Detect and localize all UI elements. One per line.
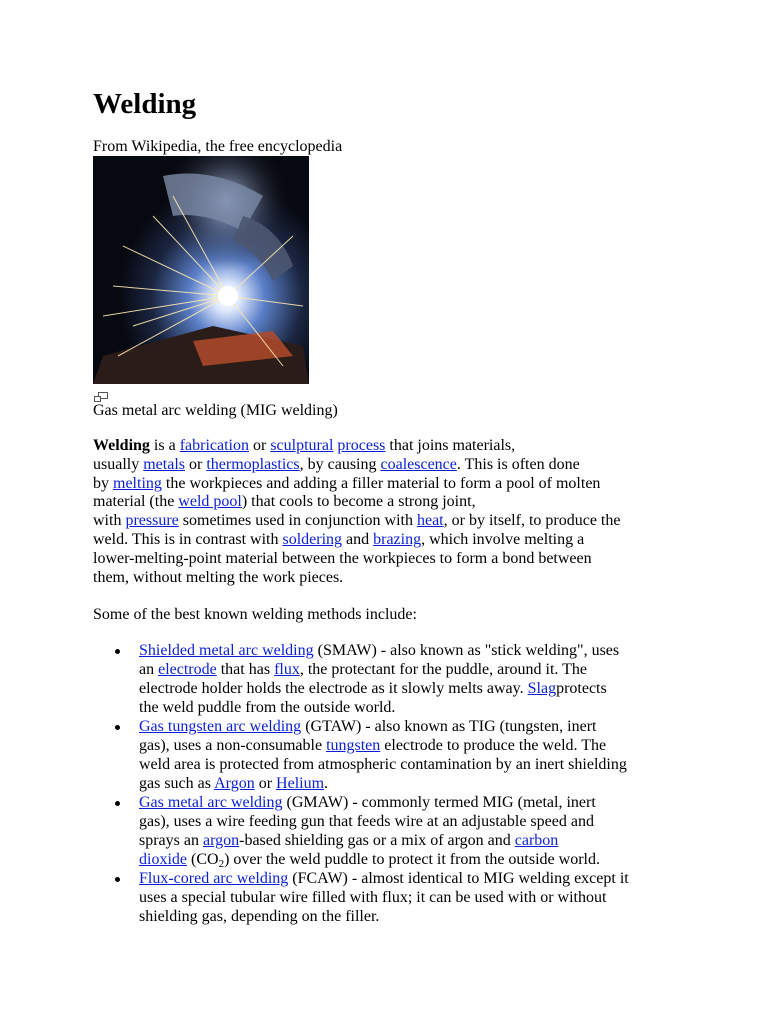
- text: or: [248, 437, 271, 454]
- text: (CO: [187, 851, 219, 868]
- link-coalescence[interactable]: coalescence: [380, 455, 457, 473]
- bullet-icon: [115, 801, 120, 806]
- text: electrode holder holds the electrode as it slowly melts away.: [139, 680, 528, 697]
- text: gas such as: [139, 775, 215, 792]
- text: gas), uses a non-consumable: [139, 737, 327, 754]
- link-carbon-dioxide-cont[interactable]: dioxide: [139, 851, 187, 868]
- text: , or by itself, to produce the: [443, 512, 621, 530]
- page-title: Welding: [93, 88, 197, 120]
- link-fabrication[interactable]: fabrication: [179, 437, 249, 454]
- link-melting[interactable]: melting: [113, 474, 162, 492]
- text: usually: [93, 455, 144, 473]
- text: (GTAW) - also known as TIG (tungsten, inert: [301, 718, 597, 735]
- intro-line: lower-melting-point material between the workpieces to form a bond between: [93, 549, 592, 567]
- link-process[interactable]: process: [337, 437, 386, 454]
- text: , by causing: [299, 455, 381, 473]
- list-item: [93, 641, 693, 717]
- text: weld area is protected from atmospheric contamination by an inert shielding: [139, 756, 627, 773]
- link-gtaw[interactable]: Gas tungsten arc welding: [139, 718, 302, 735]
- link-pressure[interactable]: pressure: [125, 512, 179, 530]
- intro-line: them, without melting the work pieces.: [93, 568, 344, 586]
- text: the weld puddle from the outside world.: [139, 699, 396, 716]
- text: protects: [556, 680, 607, 697]
- text: is a: [149, 437, 180, 454]
- text: that joins materials,: [385, 437, 516, 454]
- link-weld-pool[interactable]: weld pool: [178, 493, 242, 511]
- page-subtitle: From Wikipedia, the free encyclopedia: [93, 138, 343, 155]
- link-gmaw[interactable]: Gas metal arc welding: [139, 794, 283, 811]
- link-argon[interactable]: Argon: [214, 775, 255, 792]
- link-helium[interactable]: Helium: [276, 775, 325, 792]
- text: or: [184, 455, 207, 473]
- welding-photo[interactable]: [93, 156, 309, 384]
- text: , which involve melting a: [421, 530, 585, 548]
- text: electrode to produce the weld. The: [380, 737, 607, 754]
- link-slag[interactable]: Slag: [527, 680, 557, 697]
- text: gas), uses a wire feeding gun that feeds wire at an adjustable speed and: [139, 813, 594, 830]
- text: or: [254, 775, 277, 792]
- text: -based shielding gas or a mix of argon and: [239, 832, 515, 849]
- link-soldering[interactable]: soldering: [282, 530, 343, 548]
- text: sometimes used in conjunction with: [178, 512, 417, 530]
- bullet-icon: [115, 725, 120, 730]
- link-argon-lower[interactable]: argon: [202, 832, 240, 849]
- link-sculptural[interactable]: sculptural: [270, 437, 334, 454]
- text: ) over the weld puddle to protect it from the outside world.: [224, 851, 600, 868]
- text: (GMAW) - commonly termed MIG (metal, inert: [282, 794, 596, 811]
- text: .: [324, 775, 329, 792]
- link-electrode[interactable]: electrode: [158, 661, 217, 678]
- methods-list: [93, 641, 693, 926]
- link-thermoplastics[interactable]: thermoplastics: [206, 455, 300, 473]
- text: material (the: [93, 493, 179, 511]
- link-metals[interactable]: metals: [143, 455, 185, 473]
- bullet-icon: [115, 877, 120, 882]
- text: with: [93, 512, 126, 530]
- text: sprays an: [139, 832, 203, 849]
- text: uses a special tubular wire filled with flux; it can be used with or without: [139, 889, 607, 906]
- bullet-icon: [115, 649, 120, 654]
- link-flux[interactable]: flux: [274, 661, 300, 678]
- text: , the protectant for the puddle, around it. The: [299, 661, 588, 678]
- link-fcaw[interactable]: Flux-cored arc welding: [139, 870, 289, 887]
- intro-paragraph: [93, 437, 683, 587]
- link-carbon-dioxide[interactable]: carbon: [514, 832, 559, 849]
- text: shielding gas, depending on the filler.: [139, 908, 380, 925]
- link-heat[interactable]: heat: [416, 512, 444, 530]
- text: weld. This is in contrast with: [93, 530, 283, 548]
- text: (SMAW) - also known as "stick welding", uses: [313, 642, 620, 659]
- text: (FCAW) - almost identical to MIG welding except it: [288, 870, 629, 887]
- methods-lead: Some of the best known welding methods include:: [93, 606, 417, 623]
- text: an: [139, 661, 159, 678]
- list-item: [93, 793, 693, 869]
- text: by: [93, 474, 113, 492]
- list-item: [93, 717, 693, 793]
- subscript: 2: [218, 858, 225, 870]
- image-caption: Gas metal arc welding (MIG welding): [93, 402, 338, 419]
- text: ) that cools to become a strong joint,: [241, 493, 476, 511]
- link-smaw[interactable]: Shielded metal arc welding: [139, 642, 314, 659]
- list-item: [93, 869, 693, 926]
- link-brazing[interactable]: brazing: [373, 530, 422, 548]
- text: . This is often done: [456, 455, 580, 473]
- link-tungsten[interactable]: tungsten: [326, 737, 381, 754]
- text: and: [342, 530, 374, 548]
- text: the workpieces and adding a filler material to form a pool of molten: [161, 474, 601, 492]
- term-bold: Welding: [93, 437, 150, 454]
- text: that has: [216, 661, 275, 678]
